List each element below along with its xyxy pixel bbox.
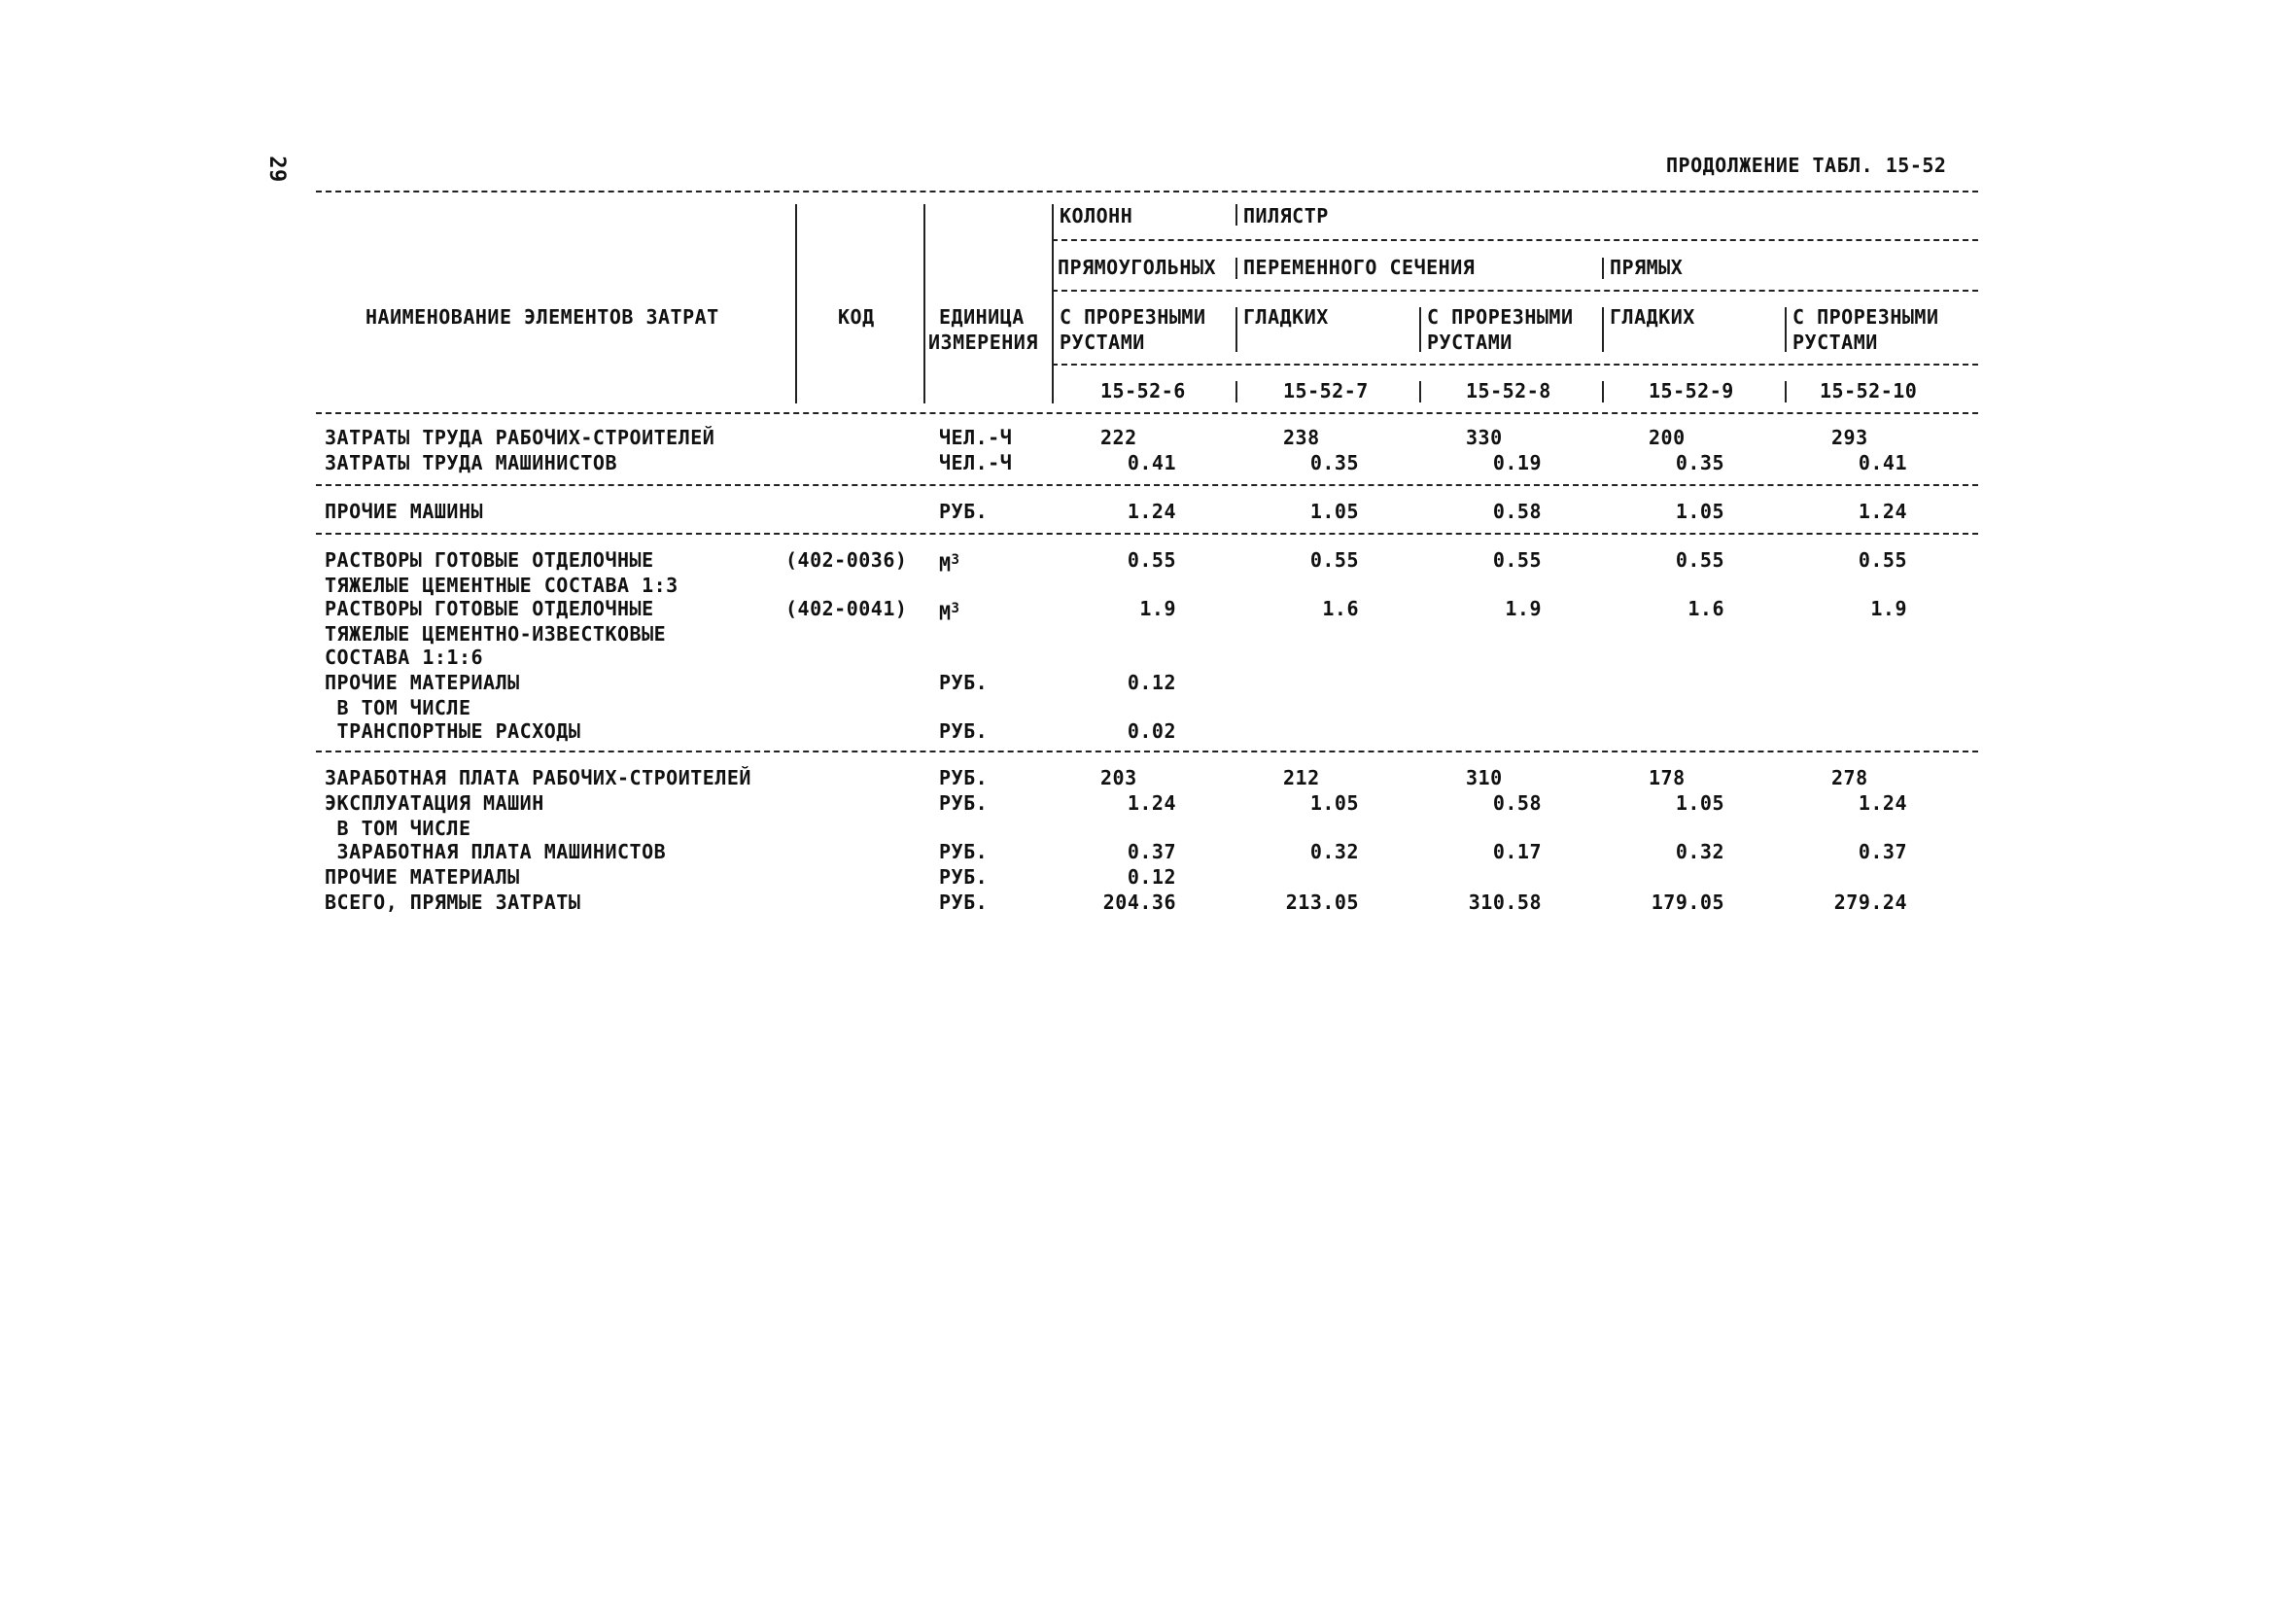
row-name: СОСТАВА 1:1:6 — [325, 646, 484, 669]
top-rule — [316, 191, 1978, 192]
row-value-col-5: 278 — [1831, 766, 1868, 789]
row-value-col-2: 0.32 — [1309, 840, 1359, 863]
col-title-1-line2: РУСТАМИ — [1060, 331, 1145, 354]
header-rule-2 — [1052, 290, 1978, 292]
row-value-col-2: 238 — [1283, 426, 1320, 449]
header-group-pilyastr: ПИЛЯСТР — [1243, 204, 1329, 227]
row-value-col-4: 0.32 — [1675, 840, 1724, 863]
header-divider-sub-1-2 — [1235, 258, 1237, 279]
header-bottom-rule — [316, 412, 1978, 414]
row-value-col-2: 0.55 — [1309, 548, 1359, 572]
row-value-col-5: 293 — [1831, 426, 1868, 449]
row-code: (402-0041) — [785, 597, 908, 620]
header-rule-1 — [1052, 239, 1978, 241]
header-divider-col-2 — [1235, 307, 1237, 352]
row-value-col-1: 0.37 — [1127, 840, 1176, 863]
row-name: ВСЕГО, ПРЯМЫЕ ЗАТРАТЫ — [325, 891, 581, 914]
page-number: 29 — [263, 156, 289, 183]
header-code-divider-4 — [1602, 381, 1604, 402]
row-name: ПРОЧИЕ МАШИНЫ — [325, 500, 484, 523]
header-divider-kolonn-pilyastr — [1235, 204, 1237, 226]
row-unit: ЧЕЛ.-Ч — [939, 426, 1013, 449]
row-value-col-2: 1.05 — [1309, 500, 1359, 523]
header-rule-3 — [1052, 364, 1978, 366]
header-divider-col-4 — [1602, 307, 1604, 352]
row-value-col-4: 178 — [1649, 766, 1686, 789]
header-code-divider-5 — [1785, 381, 1787, 402]
row-value-col-1: 0.12 — [1127, 865, 1176, 889]
row-value-col-4: 200 — [1649, 426, 1686, 449]
continuation-title: ПРОДОЛЖЕНИЕ ТАБЛ. 15-52 — [1666, 154, 1947, 177]
row-value-col-5: 0.37 — [1858, 840, 1907, 863]
row-value-col-5: 1.24 — [1858, 791, 1907, 815]
row-name: ТРАНСПОРТНЫЕ РАСХОДЫ — [325, 719, 581, 743]
header-code-divider-2 — [1235, 381, 1237, 402]
row-name: ЗАТРАТЫ ТРУДА МАШИНИСТОВ — [325, 451, 617, 474]
col-title-3-line1: С ПРОРЕЗНЫМИ — [1427, 305, 1574, 329]
header-sub-pryamykh: ПРЯМЫХ — [1610, 256, 1684, 279]
row-unit: РУБ. — [939, 500, 989, 523]
row-name: РАСТВОРЫ ГОТОВЫЕ ОТДЕЛОЧНЫЕ — [325, 548, 654, 572]
col-title-2-line1: ГЛАДКИХ — [1243, 305, 1329, 329]
cubic-superscript: 3 — [951, 601, 960, 616]
col-code-5: 15-52-10 — [1820, 379, 1918, 402]
row-value-col-1: 0.12 — [1127, 671, 1176, 694]
row-value-col-2: 212 — [1283, 766, 1320, 789]
row-value-col-4: 179.05 — [1651, 891, 1724, 914]
row-unit: РУБ. — [939, 791, 989, 815]
row-unit: ЧЕЛ.-Ч — [939, 451, 1013, 474]
row-unit: РУБ. — [939, 719, 989, 743]
row-value-col-2: 1.05 — [1309, 791, 1359, 815]
row-value-col-3: 0.58 — [1492, 791, 1542, 815]
row-unit: РУБ. — [939, 840, 989, 863]
section-rule-3 — [316, 751, 1978, 752]
row-value-col-4: 1.6 — [1687, 597, 1724, 620]
row-name: ЗАТРАТЫ ТРУДА РАБОЧИХ-СТРОИТЕЛЕЙ — [325, 426, 715, 449]
col-title-3-line2: РУСТАМИ — [1427, 331, 1513, 354]
header-unit-col-1: ЕДИНИЦА — [939, 305, 1025, 329]
row-value-col-3: 0.19 — [1492, 451, 1542, 474]
row-value-col-5: 0.55 — [1858, 548, 1907, 572]
row-value-col-4: 1.05 — [1675, 500, 1724, 523]
header-sub-pryamougolnykh: ПРЯМОУГОЛЬНЫХ — [1058, 256, 1217, 279]
row-code: (402-0036) — [785, 548, 908, 572]
cubic-superscript: 3 — [951, 552, 960, 568]
col-title-1-line1: С ПРОРЕЗНЫМИ — [1060, 305, 1206, 329]
col-title-4-line1: ГЛАДКИХ — [1610, 305, 1695, 329]
header-divider-col-5 — [1785, 307, 1787, 352]
row-name: В ТОМ ЧИСЛЕ — [325, 696, 471, 719]
row-value-col-5: 1.9 — [1870, 597, 1907, 620]
row-value-col-4: 1.05 — [1675, 791, 1724, 815]
row-name: ЗАРАБОТНАЯ ПЛАТА МАШИНИСТОВ — [325, 840, 667, 863]
header-code-col: КОД — [838, 305, 875, 329]
row-value-col-2: 213.05 — [1285, 891, 1359, 914]
row-value-col-3: 310.58 — [1468, 891, 1542, 914]
header-divider-unit-cols — [1052, 204, 1054, 403]
row-name: ЭКСПЛУАТАЦИЯ МАШИН — [325, 791, 544, 815]
row-value-col-1: 204.36 — [1102, 891, 1176, 914]
row-value-col-3: 0.58 — [1492, 500, 1542, 523]
row-value-col-1: 0.02 — [1127, 719, 1176, 743]
row-name: ПРОЧИЕ МАТЕРИАЛЫ — [325, 865, 520, 889]
row-value-col-1: 203 — [1100, 766, 1137, 789]
row-unit: $М^3$ — [939, 601, 960, 625]
row-unit: РУБ. — [939, 671, 989, 694]
header-group-kolonn: КОЛОНН — [1060, 204, 1133, 227]
header-unit-col-2: ИЗМЕРЕНИЯ — [928, 331, 1038, 354]
row-value-col-3: 310 — [1466, 766, 1503, 789]
row-value-col-1: 1.24 — [1127, 500, 1176, 523]
row-value-col-5: 279.24 — [1833, 891, 1907, 914]
row-name: В ТОМ ЧИСЛЕ — [325, 817, 471, 840]
col-code-1: 15-52-6 — [1100, 379, 1186, 402]
row-name: ТЯЖЕЛЫЕ ЦЕМЕНТНЫЕ СОСТАВА 1:3 — [325, 574, 678, 597]
row-name: РАСТВОРЫ ГОТОВЫЕ ОТДЕЛОЧНЫЕ — [325, 597, 654, 620]
row-value-col-1: 1.9 — [1139, 597, 1176, 620]
row-value-col-5: 0.41 — [1858, 451, 1907, 474]
row-value-col-3: 1.9 — [1505, 597, 1542, 620]
row-value-col-1: 0.41 — [1127, 451, 1176, 474]
header-code-divider-3 — [1419, 381, 1421, 402]
header-divider-code-unit — [923, 204, 925, 403]
col-code-2: 15-52-7 — [1283, 379, 1369, 402]
row-value-col-1: 0.55 — [1127, 548, 1176, 572]
col-code-4: 15-52-9 — [1649, 379, 1734, 402]
row-unit: РУБ. — [939, 766, 989, 789]
row-value-col-3: 0.17 — [1492, 840, 1542, 863]
row-name: ТЯЖЕЛЫЕ ЦЕМЕНТНО-ИЗВЕСТКОВЫЕ — [325, 622, 667, 646]
row-unit: $М^3$ — [939, 552, 960, 577]
header-name-col: НАИМЕНОВАНИЕ ЭЛЕМЕНТОВ ЗАТРАТ — [365, 305, 719, 329]
row-value-col-2: 0.35 — [1309, 451, 1359, 474]
row-value-col-4: 0.35 — [1675, 451, 1724, 474]
col-code-3: 15-52-8 — [1466, 379, 1551, 402]
row-value-col-5: 1.24 — [1858, 500, 1907, 523]
row-value-col-3: 330 — [1466, 426, 1503, 449]
row-unit: РУБ. — [939, 891, 989, 914]
row-value-col-3: 0.55 — [1492, 548, 1542, 572]
col-title-5-line2: РУСТАМИ — [1792, 331, 1878, 354]
row-value-col-2: 1.6 — [1322, 597, 1359, 620]
col-title-5-line1: С ПРОРЕЗНЫМИ — [1792, 305, 1939, 329]
row-name: ЗАРАБОТНАЯ ПЛАТА РАБОЧИХ-СТРОИТЕЛЕЙ — [325, 766, 751, 789]
section-rule-2 — [316, 533, 1978, 535]
row-value-col-4: 0.55 — [1675, 548, 1724, 572]
header-divider-col-3 — [1419, 307, 1421, 352]
row-value-col-1: 1.24 — [1127, 791, 1176, 815]
header-divider-sub-2-3 — [1602, 258, 1604, 279]
header-sub-peremennogo: ПЕРЕМЕННОГО СЕЧЕНИЯ — [1243, 256, 1476, 279]
row-value-col-1: 222 — [1100, 426, 1137, 449]
header-divider-name-code — [795, 204, 797, 403]
row-unit: РУБ. — [939, 865, 989, 889]
row-name: ПРОЧИЕ МАТЕРИАЛЫ — [325, 671, 520, 694]
section-rule-1 — [316, 484, 1978, 486]
